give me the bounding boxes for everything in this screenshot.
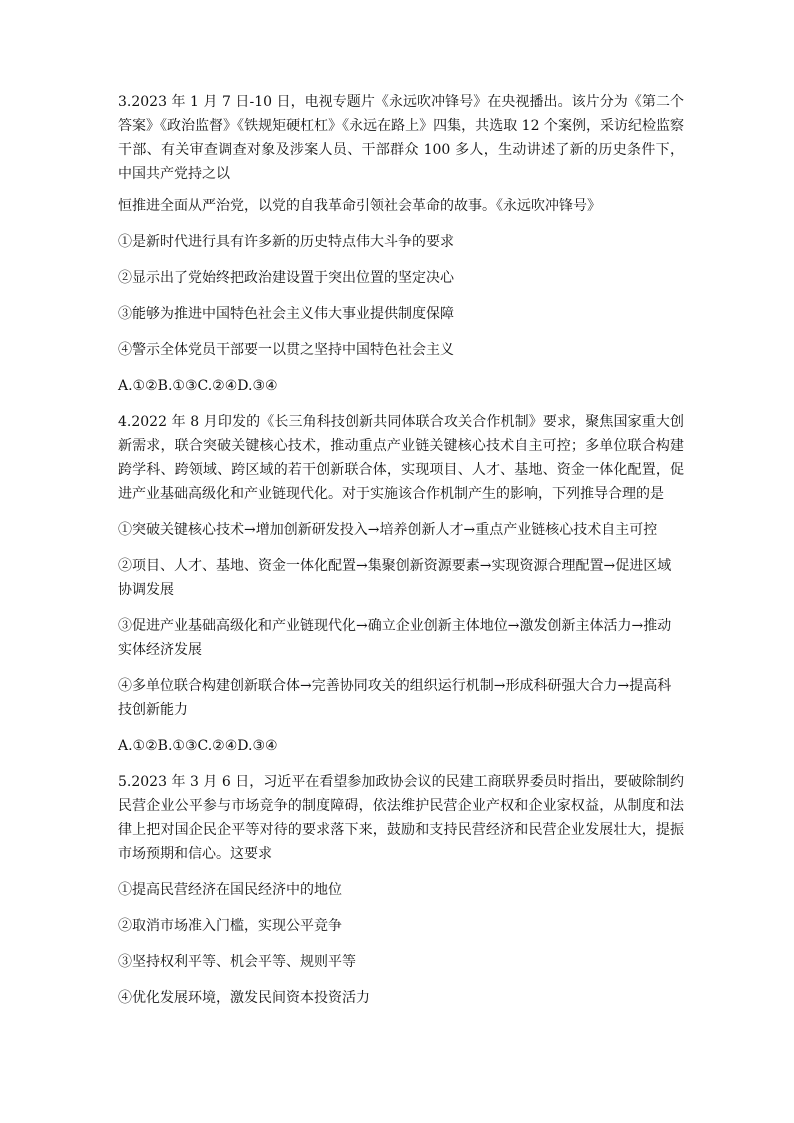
question-3-stem-continued: 恒推进全面从严治党，以党的自我革命引领社会革命的故事。《永远吹冲锋号》 [118, 198, 601, 214]
question-4-option-3: ③促进产业基础高级化和产业链现代化→确立企业创新主体地位→激发创新主体活力→推动实体经济发展 [118, 618, 672, 658]
question-3-option-2: ②显示出了党始终把政治建设置于突出位置的坚定决心 [118, 270, 454, 286]
question-5-option-3: ③坚持权利平等、机会平等、规则平等 [118, 954, 356, 970]
question-5-option-4: ④优化发展环境，激发民间资本投资活力 [118, 990, 370, 1006]
question-4-option-1: ①突破关键核心技术→增加创新研发投入→培养创新人才→重点产业链核心技术自主可控 [118, 522, 658, 538]
question-3-option-3: ③能够为推进中国特色社会主义伟大事业提供制度保障 [118, 306, 454, 322]
question-3-answer-choices: A.①②B.①③C.②④D.③④ [118, 378, 278, 394]
question-4-option-4: ④多单位联合构建创新联合体→完善协同攻关的组织运行机制→形成科研强大合力→提高科技创新能力 [118, 678, 672, 718]
question-3-option-4: ④警示全体党员干部要一以贯之坚持中国特色社会主义 [118, 342, 454, 358]
question-3-option-1: ①是新时代进行具有许多新的历史特点伟大斗争的要求 [118, 234, 454, 250]
question-4-answer-choices: A.①②B.①③C.②④D.③④ [118, 738, 278, 754]
question-5-option-1: ①提高民营经济在国民经济中的地位 [118, 882, 342, 898]
question-5-option-2: ②取消市场准入门槛，实现公平竞争 [118, 918, 342, 934]
question-4-stem: 4.2022 年 8 月印发的《长三角科技创新共同体联合攻关合作机制》要求，聚焦国家重大创新需求，联合突破关键核心技术，推动重点产业链关键核心技术自主可控；多单位联合构建跨学科、跨领域、跨区域的若干创新联合体，实现项目、人才、基地、资金一体化配置，促进产业基础高级化和产业链现代化。对于实施该合作机制产生的影响，下列推导合理的是 [118, 414, 684, 502]
exam-page [118, 90, 684, 1022]
question-5-stem: 5.2023 年 3 月 6 日，习近平在看望参加政协会议的民建工商联界委员时指出，要破除制约民营企业公平参与市场竞争的制度障碍，依法维护民营企业产权和企业家权益，从制度和法律上把对国企民企平等对待的要求落下来，鼓励和支持民营经济和民营企业发展壮大，提振市场预期和信心。这要求 [118, 774, 684, 862]
question-3-stem: 3.2023 年 1 月 7 日-10 日，电视专题片《永远吹冲锋号》在央视播出。该片分为《第二个答案》《政治监督》《铁规矩硬杠杠》《永远在路上》四集，共选取 12 个案例，采访纪检监察干部、有关审查调查对象及涉案人员、干部群众 100 多人，生动讲述了新的历史条件下，中国共产党持之以 [118, 94, 684, 182]
question-4-option-2: ②项目、人才、基地、资金一体化配置→集聚创新资源要素→实现资源合理配置→促进区域协调发展 [118, 558, 672, 598]
